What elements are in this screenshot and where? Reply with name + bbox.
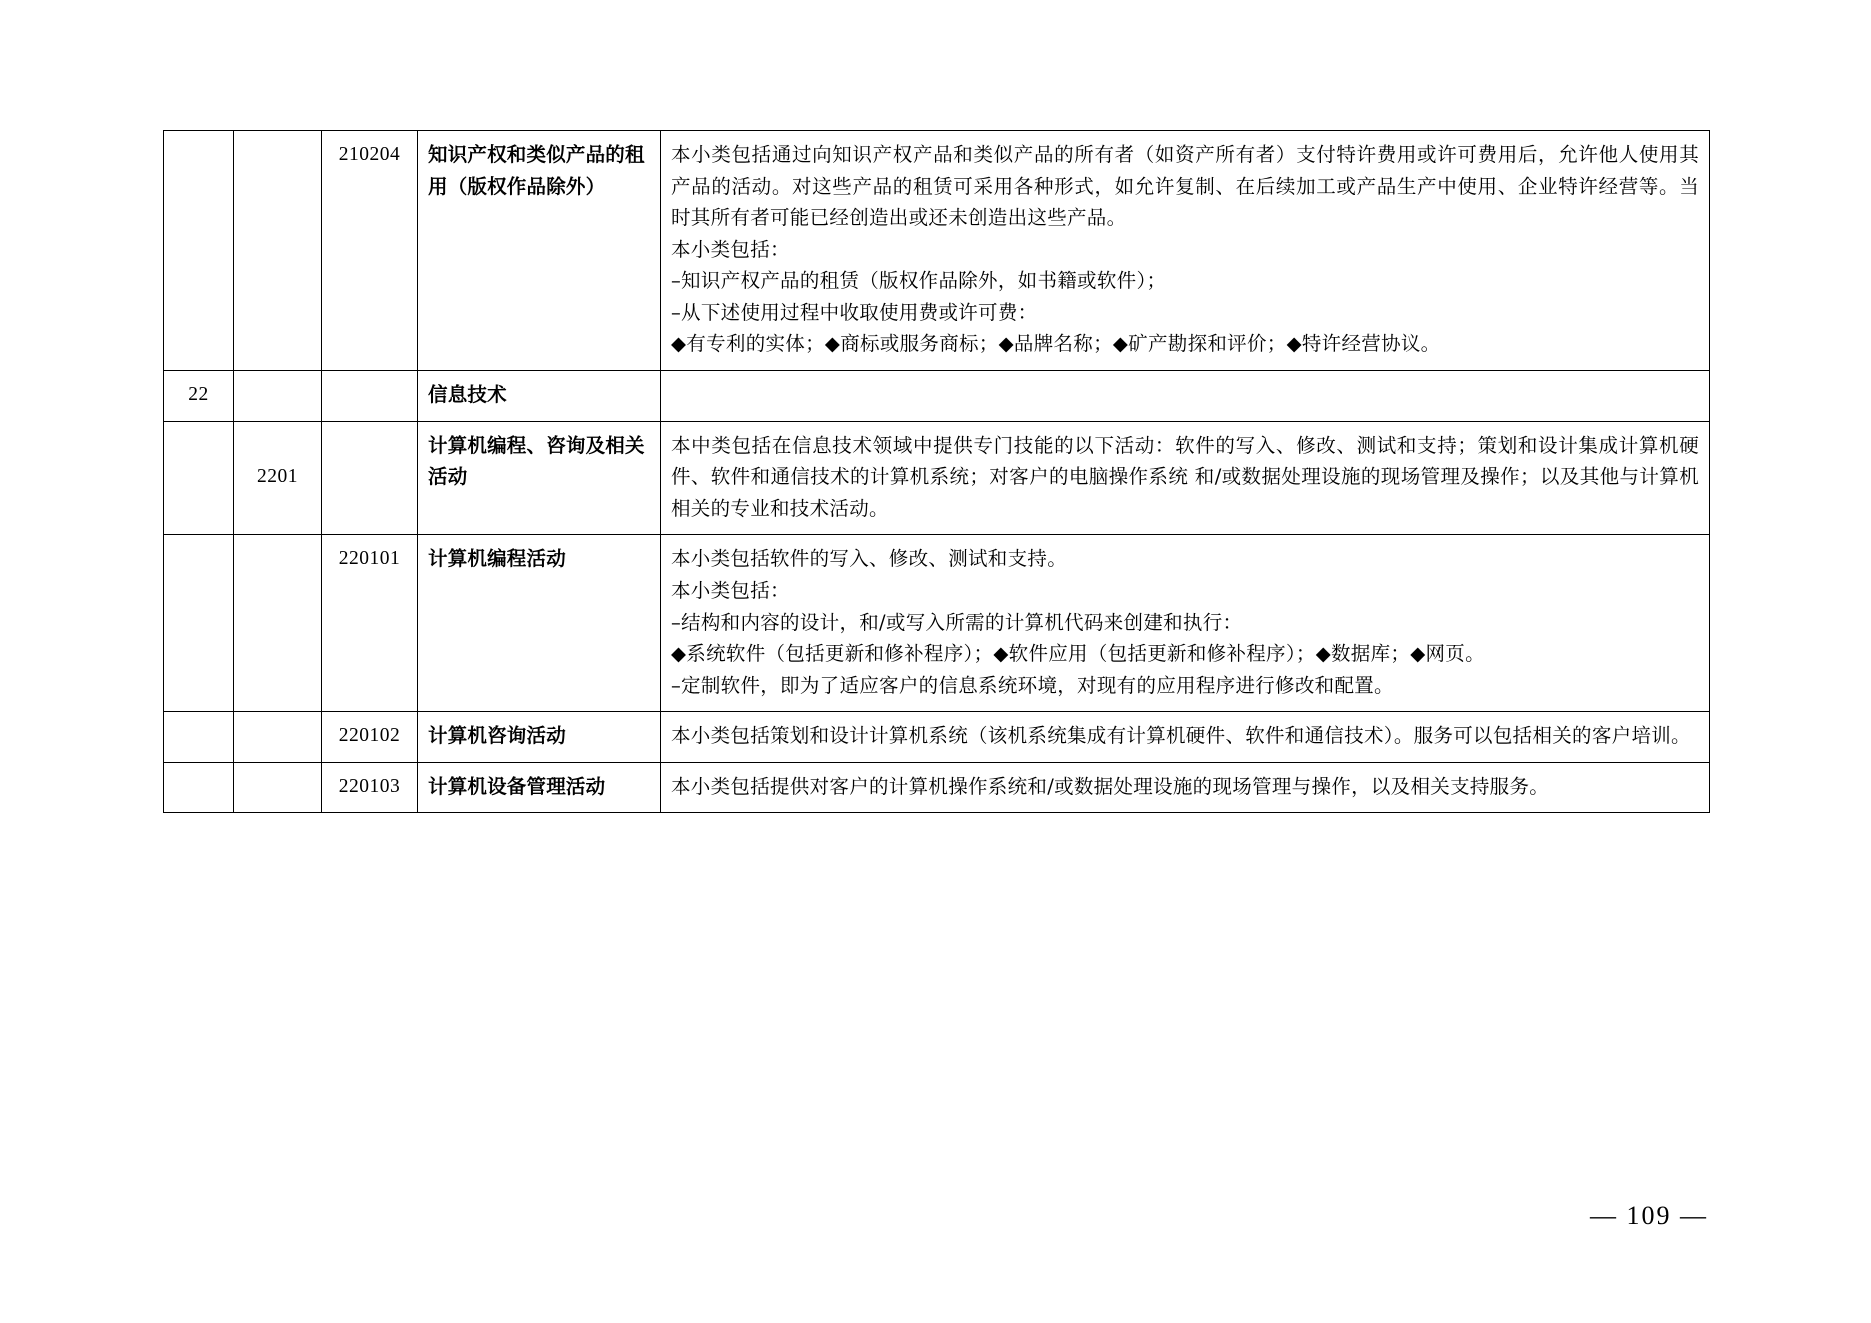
row-medium-code [234,131,322,371]
row-major-code [164,762,234,813]
row-minor-code: 220103 [322,762,418,813]
row-minor-code: 220101 [322,535,418,712]
table-row [164,762,1710,813]
row-description [661,762,1710,813]
description-paragraph: 本小类包括： [671,578,790,602]
description-paragraph: ◆有专利的实体；◆商标或服务商标；◆品牌名称；◆矿产勘探和评价；◆特许经营协议。 [671,332,1441,356]
row-category-name: 知识产权和类似产品的租用（版权作品除外） [418,131,661,371]
row-major-code [164,535,234,712]
description-paragraph: –结构和内容的设计，和/或写入所需的计算机代码来创建和执行： [671,610,1243,634]
row-major-code [164,421,234,535]
description-paragraph: 本小类包括软件的写入、修改、测试和支持。 [671,547,1068,571]
description-paragraph: –从下述使用过程中收取使用费或许可费： [671,300,1038,324]
row-description [661,131,1710,371]
description-paragraph: –知识产权产品的租赁（版权作品除外，如书籍或软件）； [671,269,1167,293]
table-row [164,535,1710,712]
row-description [661,535,1710,712]
row-medium-code [234,712,322,763]
table-row [164,131,1710,371]
description-paragraph: 本小类包括通过向知识产权产品和类似产品的所有者（如资产所有者）支付特许费用或许可费用后，允许他人使用其产品的活动。对这些产品的租赁可采用各种形式，如允许复制、在后续加工或产品生产中使用、企业特许经营等。当时其所有者可能已经创造出或还未创造出这些产品。 [671,143,1699,230]
row-minor-code [322,421,418,535]
row-category-name: 计算机编程活动 [418,535,661,712]
row-description [661,371,1710,422]
table-row [164,371,1710,422]
table-row [164,712,1710,763]
row-major-code [164,712,234,763]
row-medium-code [234,371,322,422]
description-paragraph: 本小类包括提供对客户的计算机操作系统和/或数据处理设施的现场管理与操作，以及相关支持服务。 [671,774,1550,798]
row-description [661,712,1710,763]
classification-table [163,130,1710,813]
row-medium-code [234,535,322,712]
row-major-code [164,131,234,371]
row-category-name: 计算机编程、咨询及相关活动 [418,421,661,535]
description-paragraph: –定制软件，即为了适应客户的信息系统环境，对现有的应用程序进行修改和配置。 [671,673,1394,697]
description-paragraph: ◆系统软件（包括更新和修补程序）；◆软件应用（包括更新和修补程序）；◆数据库；◆网页。 [671,642,1485,666]
row-minor-code: 220102 [322,712,418,763]
description-paragraph: 本中类包括在信息技术领域中提供专门技能的以下活动：软件的写入、修改、测试和支持；策划和设计集成计算机硬件、软件和通信技术的计算机系统；对客户的电脑操作系统 和/或数据处理设施的现场管理及操作；以及其他与计算机相关的专业和技术活动。 [671,433,1699,520]
row-major-code: 22 [164,371,234,422]
description-paragraph: 本小类包括策划和设计计算机系统（该机系统集成有计算机硬件、软件和通信技术）。服务可以包括相关的客户培训。 [671,724,1691,748]
row-medium-code: 2201 [234,421,322,535]
table-row [164,421,1710,535]
row-category-name: 信息技术 [418,371,661,422]
description-paragraph: 本小类包括： [671,237,790,261]
row-description [661,421,1710,535]
row-category-name: 计算机设备管理活动 [418,762,661,813]
row-medium-code [234,762,322,813]
row-category-name: 计算机咨询活动 [418,712,661,763]
page-number: — 109 — [1590,1201,1708,1230]
row-minor-code: 210204 [322,131,418,371]
row-minor-code [322,371,418,422]
